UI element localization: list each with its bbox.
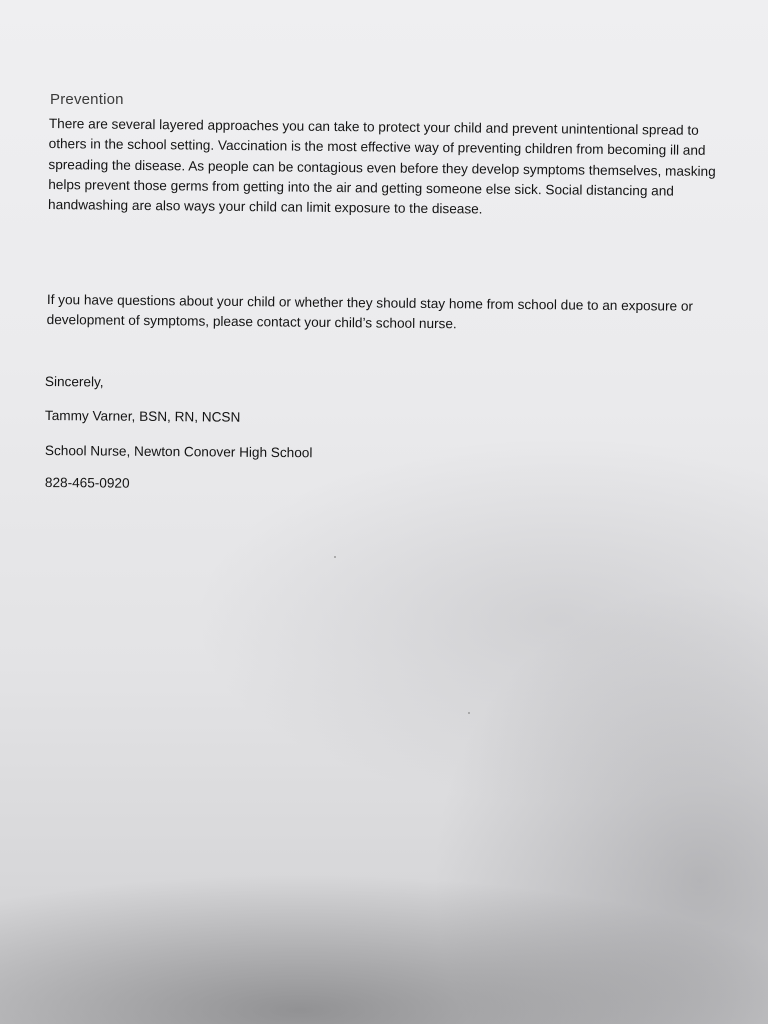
- phone-number: 828-465-0920: [44, 475, 130, 491]
- section-heading: Prevention: [50, 91, 124, 108]
- closing-salutation: Sincerely,: [44, 374, 104, 390]
- paper-speck: [334, 556, 336, 558]
- paper-speck: [468, 712, 470, 714]
- signer-title: School Nurse, Newton Conover High School: [44, 443, 313, 461]
- questions-paragraph: If you have questions about your child or whether they should stay home from school due to an exposure or development of symptoms, please contact your child’s school nurse.: [46, 291, 694, 332]
- prevention-paragraph: There are several layered approaches you can take to protect your child and prevent unintentional spread to others in the school setting. Vaccination is the most effective way of preventing children from becoming ill and spreading the disease. As people can be contagious even before they develop symptoms themselves, masking helps prevent those germs from getting into the air and getting someone else sick. Social distancing and handwashing are also ways your child can limit exposure to the disease.: [47, 115, 716, 217]
- signer-name: Tammy Varner, BSN, RN, NCSN: [44, 408, 241, 425]
